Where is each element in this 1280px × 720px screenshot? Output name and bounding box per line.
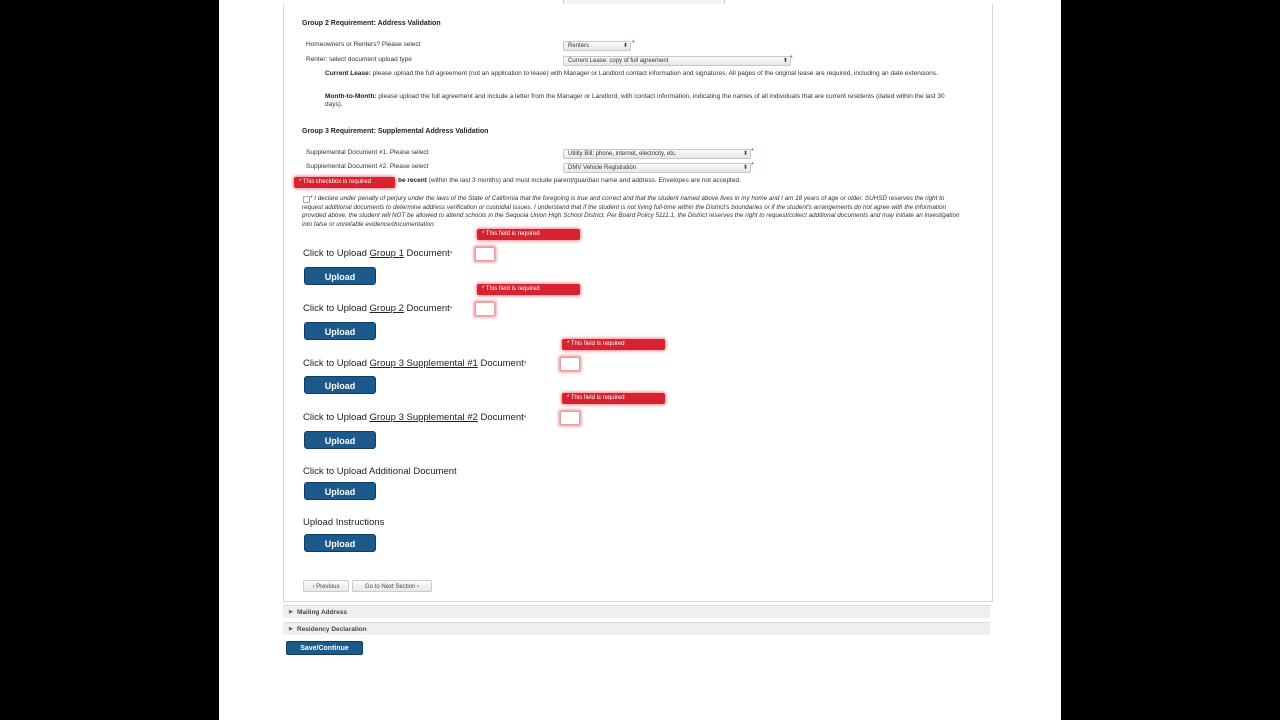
group2-error-tooltip: * This field is required xyxy=(477,284,580,295)
select-arrows-icon: ⬍ xyxy=(742,151,748,157)
select-arrows-icon: ⬍ xyxy=(782,58,788,64)
select-arrows-icon: ⬍ xyxy=(622,43,628,49)
required-marker: * xyxy=(790,55,793,62)
group3-title: Group 3 Requirement: Supplemental Address Validation xyxy=(302,128,489,135)
group2-file-input[interactable] xyxy=(475,302,495,316)
upload-suffix: Document xyxy=(477,412,524,423)
upload-suffix: Document xyxy=(403,248,450,259)
select-arrows-icon: ⬍ xyxy=(742,165,748,171)
upload-additional-button[interactable]: Upload xyxy=(304,482,376,500)
current-lease-text: please upload the full agreement (not an application to lease) with Manager or Landlord contact information and signatures. All pages of the original lease are required, including an date extensions. xyxy=(370,70,938,77)
upload-group2-label xyxy=(303,303,453,314)
homeowner-renter-value: Renters xyxy=(568,43,590,49)
month-to-month-heading: Month-to-Month: xyxy=(325,93,377,100)
upload-supp1-label xyxy=(303,358,526,369)
chevron-left-icon: ‹ xyxy=(312,584,317,590)
group2-link[interactable]: Group 2 xyxy=(369,303,404,314)
group1-link[interactable]: Group 1 xyxy=(369,248,404,259)
accordion-label: Mailing Address xyxy=(297,609,347,616)
previous-label: Previous xyxy=(316,584,340,590)
upload-supp2-button[interactable]: Upload xyxy=(304,431,376,449)
upload-supp2-label xyxy=(303,412,526,423)
supp2-error-tooltip: * This field is required xyxy=(562,393,665,404)
supp1-file-input[interactable] xyxy=(560,357,580,371)
upload-group2-button[interactable]: Upload xyxy=(304,322,376,340)
upload-suffix: Document xyxy=(477,358,524,369)
upload-group1-label xyxy=(303,248,453,259)
accordion-residency-declaration[interactable] xyxy=(283,622,990,635)
triangle-right-icon: ▶ xyxy=(289,609,293,615)
upload-prefix: Click to Upload xyxy=(303,303,370,314)
month-to-month-note xyxy=(325,93,947,108)
accordion-label: Residency Declaration xyxy=(297,626,367,633)
upload-supp1-button[interactable]: Upload xyxy=(304,376,376,394)
upload-prefix: Click to Upload xyxy=(303,412,370,423)
group2-q2-label: Renter: select document upload type xyxy=(306,56,412,63)
checkbox-error-tooltip: * This checkbox is required xyxy=(294,177,395,188)
supp2-link[interactable]: Group 3 Supplemental #2 xyxy=(369,412,478,423)
required-marker: * xyxy=(632,40,635,47)
save-continue-button[interactable]: Save/Continue xyxy=(286,641,363,655)
next-section-button[interactable] xyxy=(352,580,432,592)
previous-button[interactable] xyxy=(303,580,349,592)
supp2-file-input[interactable] xyxy=(560,411,580,425)
supplemental1-select[interactable] xyxy=(563,149,751,159)
upload-instructions-button[interactable]: Upload xyxy=(304,534,376,552)
upload-instructions-label: Upload Instructions xyxy=(303,517,385,528)
homeowner-renter-select[interactable] xyxy=(563,41,631,51)
next-section-label: Go to Next Section xyxy=(364,584,416,590)
supplemental2-select[interactable] xyxy=(563,163,751,173)
upload-prefix: Click to Upload xyxy=(303,248,370,259)
triangle-right-icon: ▶ xyxy=(289,626,293,632)
accordion-mailing-address[interactable] xyxy=(283,605,990,618)
declaration-text: * I declare under penalty of perjury under the laws of the State of California that the foregoing is true and correct and that the student named above lives in my home and I am 18 years of age or older. SUHSD reserves the right to request additional documents to determine address verification or custodial issues. I understand that if the student is not living full-time within the District's boundaries or if the student's arrangements do not agree with the information provided above, the student will NOT be allowed to attend schools in the Sequoia Union High School District. Per Board Policy 5111.1, the District reserves the right to request/collect additional documents and may initiate an investigation into false or unreliable evidence/documentation. xyxy=(302,195,960,228)
recent-bold: be recent xyxy=(398,177,427,184)
current-lease-heading: Current Lease: xyxy=(325,70,371,77)
document-type-select[interactable] xyxy=(563,56,791,66)
chevron-right-icon: › xyxy=(415,584,420,590)
required-marker: * xyxy=(751,162,754,169)
required-marker: * xyxy=(523,361,527,368)
supp1-link[interactable]: Group 3 Supplemental #1 xyxy=(369,358,478,369)
upload-suffix: Document xyxy=(403,303,450,314)
required-marker: * xyxy=(523,415,527,422)
recent-document-note xyxy=(398,177,741,185)
month-to-month-text: please upload the full agreement and include a letter from the Manager or Landlord, with contact information, indicating the names of all individuals that are current residents (dated within the last 30 days). xyxy=(325,93,945,108)
current-lease-note xyxy=(325,70,947,78)
page xyxy=(219,0,1061,720)
required-marker: * xyxy=(449,306,453,313)
group2-title: Group 2 Requirement: Address Validation xyxy=(302,20,441,27)
required-marker: * xyxy=(449,251,453,258)
supplemental1-label: Supplemental Document #1. Please select xyxy=(306,149,429,156)
recent-text: (within the last 3 months) and must include parent/guardian name and address. Envelopes are not accepted. xyxy=(426,177,741,184)
group1-file-input[interactable] xyxy=(475,247,495,261)
group2-q1-label: Homeowners or Renters? Please select xyxy=(306,41,421,48)
document-type-value: Current Lease: copy of full agreement xyxy=(568,58,669,64)
upload-group1-button[interactable]: Upload xyxy=(304,267,376,285)
upload-additional-label: Click to Upload Additional Document xyxy=(303,466,457,477)
supplemental2-value: DMV Vehicle Registration xyxy=(568,165,637,171)
supplemental2-label: Supplemental Document #2. Please select xyxy=(306,163,429,170)
upload-prefix: Click to Upload xyxy=(303,358,370,369)
supp1-error-tooltip: * This field is required xyxy=(562,339,665,350)
group1-error-tooltip: * This field is required xyxy=(477,229,580,240)
required-marker: * xyxy=(751,148,754,155)
supplemental1-value: Utility Bill: phone, internet, electricity, etc. xyxy=(568,151,677,157)
